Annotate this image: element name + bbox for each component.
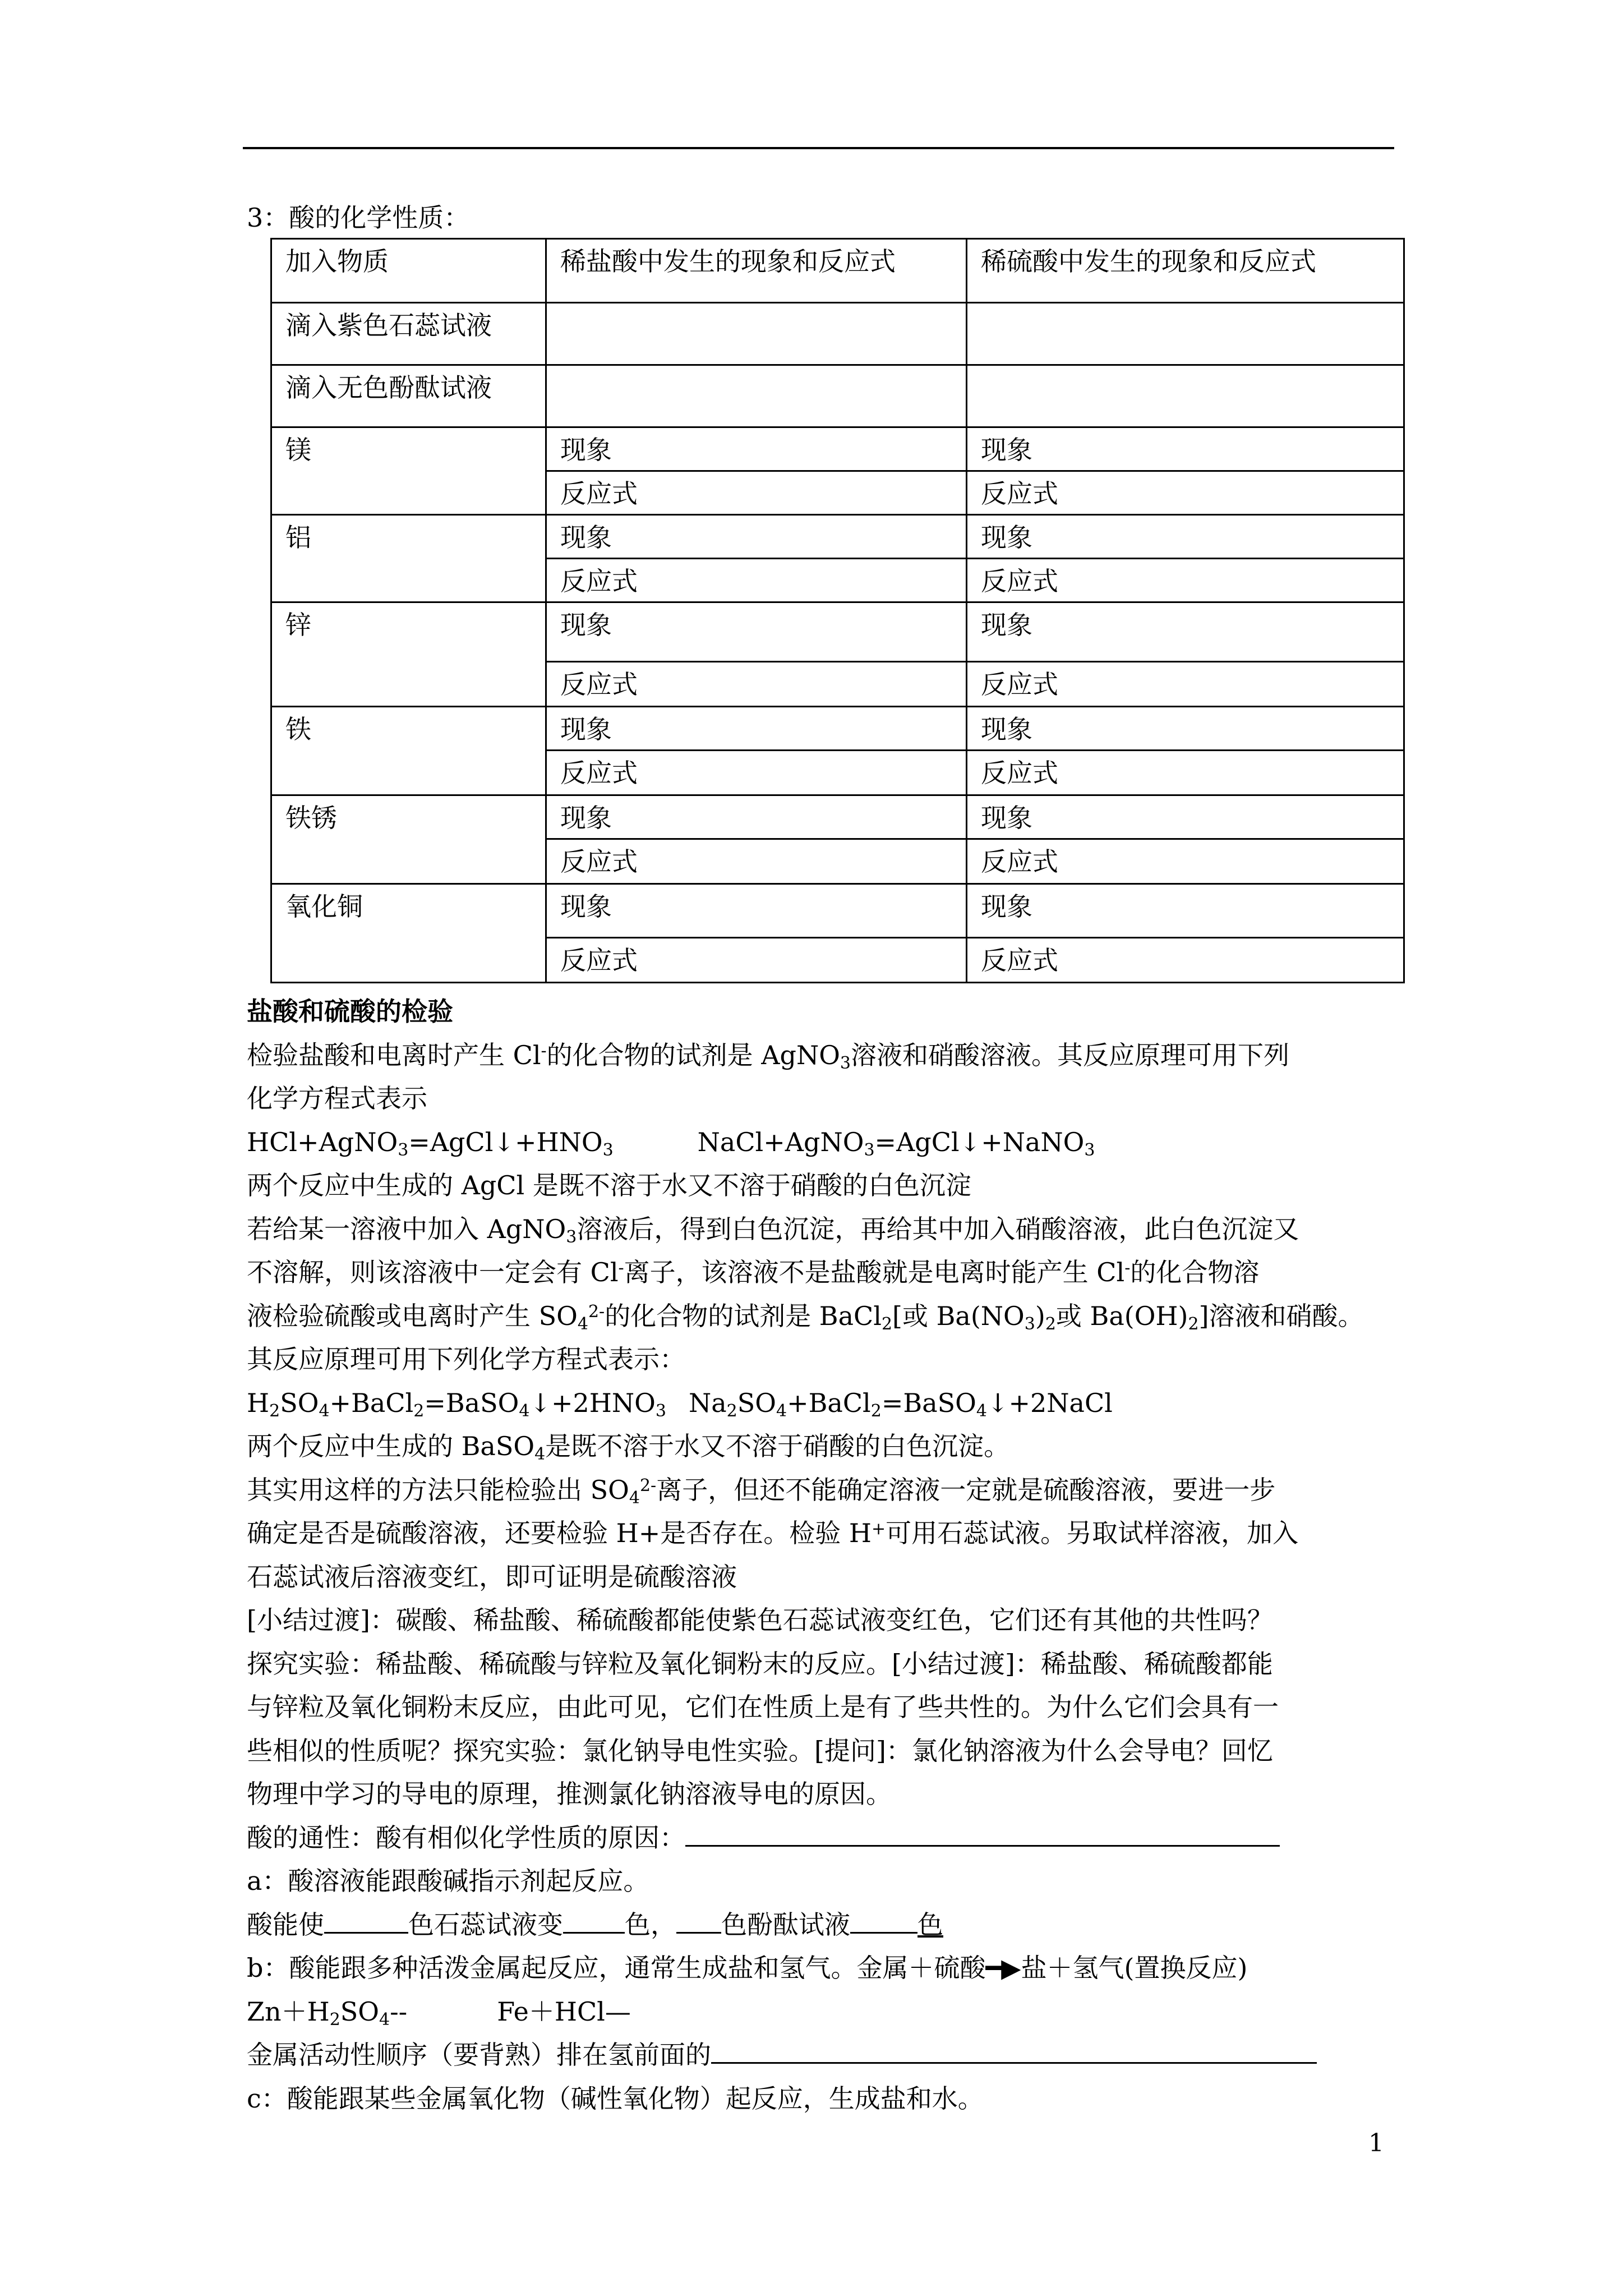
answer-cell[interactable] — [967, 365, 1404, 427]
table-row — [271, 884, 1404, 938]
substance-cell: 锌 — [271, 602, 546, 707]
equation-label-cell: 反应式 — [967, 662, 1404, 707]
page-number: 1 — [1368, 2129, 1384, 2157]
substance-cell: 滴入无色酚酞试液 — [271, 365, 546, 427]
heading-acid-test: 盐酸和硫酸的检验 — [247, 996, 453, 1027]
equation-label-cell: 反应式 — [967, 839, 1404, 884]
equation-label-cell: 反应式 — [546, 559, 967, 602]
equation-line — [247, 1382, 1413, 1425]
paragraph-line: 物理中学习的导电的原理，推测氯化钠溶液导电的原因。 — [247, 1779, 892, 1809]
acid-properties-table — [270, 238, 1405, 983]
paragraph-line: b：酸能跟多种活泼金属起反应，通常生成盐和氢气。金属＋硫酸━▶盐＋氢气(置换反应) — [247, 1953, 1248, 1983]
equation-label-cell: 反应式 — [967, 559, 1404, 602]
paragraph-line: 其实用这样的方法只能检验出 $SO_4^{2-}$离子，但还不能确定溶液一定就是硫酸溶液，要进一步 — [247, 1474, 1276, 1508]
table-header-cell: 稀硫酸中发生的现象和反应式 — [967, 239, 1404, 303]
equation-label-cell: 反应式 — [546, 751, 967, 795]
phenomenon-label-cell: 现象 — [546, 515, 967, 559]
phenomenon-label-cell: 现象 — [546, 427, 967, 471]
phenomenon-label-cell: 现象 — [967, 515, 1404, 559]
substance-cell: 铁 — [271, 707, 546, 795]
equation-nacl-agno3: NaCl+AgNO$_3$=AgCl↓+NaNO$_3$ — [697, 1126, 1095, 1160]
phenomenon-label-cell: 现象 — [967, 707, 1404, 751]
substance-cell: 铝 — [271, 515, 546, 602]
phenomenon-label-cell: 现象 — [546, 795, 967, 839]
paragraph-line: 确定是否是硫酸溶液，还要检验 H+是否存在。检验 H+可用石蕊试液。另取试样溶液，加入 — [247, 1518, 1299, 1548]
paragraph-line: 石蕊试液后溶液变红，即可证明是硫酸溶液 — [247, 1561, 737, 1592]
table-row — [271, 515, 1404, 559]
answer-blank[interactable] — [850, 1907, 917, 1934]
arrow-icon: ━▶ — [985, 1953, 1021, 1983]
paragraph-line: 两个反应中生成的 AgCl 是既不溶于水又不溶于硝酸的白色沉淀 — [247, 1170, 971, 1200]
section-title-block — [247, 197, 1413, 238]
substance-cell: 镁 — [271, 427, 546, 515]
equation-na2so4-bacl2: $Na_2SO_4+BaCl_2=BaSO_4↓+2NaCl$ — [688, 1387, 1113, 1421]
table-row — [271, 602, 1404, 662]
phenomenon-label-cell: 现象 — [967, 602, 1404, 662]
answer-blank[interactable] — [563, 1907, 625, 1934]
table-row — [271, 795, 1404, 839]
paragraph-line: 化学方程式表示 — [247, 1083, 427, 1114]
paragraph-line: 些相似的性质呢？探究实验：氯化钠导电性实验。[提问]：氯化钠溶液为什么会导电？回忆 — [247, 1735, 1273, 1766]
equation-label-cell: 反应式 — [546, 839, 967, 884]
paragraph-line: 与锌粒及氧化铜粉末反应，由此可见，它们在性质上是有了些共性的。为什么它们会具有一 — [247, 1692, 1279, 1722]
equation-label-cell: 反应式 — [546, 471, 967, 515]
equation-label-cell: 反应式 — [967, 938, 1404, 983]
paragraph-line: 探究实验：稀盐酸、稀硫酸与锌粒及氧化铜粉末的反应。[小结过渡]：稀盐酸、稀硫酸都能 — [247, 1648, 1273, 1679]
equation-h2so4-bacl2: $H_2SO_4+BaCl_2=BaSO_4↓+2HNO_3$ — [247, 1387, 666, 1421]
paragraph-line: 液检验硫酸或电离时产生 $SO_4^{2-}$的化合物的试剂是 BaCl$_2$[或 $Ba(NO_3)_2$或 $Ba(OH)_2$]溶液和硝酸。 — [247, 1300, 1364, 1334]
answer-blank[interactable] — [676, 1907, 721, 1934]
equation-hcl-agno3: $HCl+AgNO_3=AgCl↓+HNO_3$ — [247, 1126, 614, 1160]
answer-blank[interactable] — [324, 1907, 408, 1934]
equation-label-cell: 反应式 — [546, 938, 967, 983]
table-row — [271, 303, 1404, 365]
equation-label-cell: 反应式 — [546, 662, 967, 707]
paragraph-line: 两个反应中生成的 BaSO$_4$是既不溶于水又不溶于硝酸的白色沉淀。 — [247, 1431, 1010, 1464]
main-text — [247, 990, 1413, 2120]
paragraph-line: [小结过渡]：碳酸、稀盐酸、稀硫酸都能使紫色石蕊试液变红色，它们还有其他的共性吗？ — [247, 1605, 1273, 1635]
phenomenon-label-cell: 现象 — [967, 884, 1404, 938]
equation-line — [247, 1121, 1413, 1165]
answer-cell[interactable] — [546, 365, 967, 427]
paragraph-line: 不溶解，则该溶液中一定会有 Cl-离子，该溶液不是盐酸就是电离时能产生 Cl-的化合物溶 — [247, 1257, 1260, 1287]
table-header-row — [271, 239, 1404, 303]
fill-in-line: 金属活动性顺序（要背熟）排在氢前面的 — [247, 2033, 1413, 2077]
paragraph-line: c：酸能跟某些金属氧化物（碱性氧化物）起反应，生成盐和水。 — [247, 2083, 984, 2114]
paragraph-line: 其反应原理可用下列化学方程式表示： — [247, 1344, 685, 1374]
phenomenon-label-cell: 现象 — [546, 602, 967, 662]
paragraph-line: a：酸溶液能跟酸碱指示剂起反应。 — [247, 1866, 649, 1896]
equation-label-cell: 反应式 — [967, 471, 1404, 515]
answer-blank[interactable] — [685, 1820, 1280, 1847]
paragraph-line: 若给某一溶液中加入 AgNO$_3$溶液后，得到白色沉淀，再给其中加入硝酸溶液，此白色沉淀又 — [247, 1213, 1299, 1247]
phenomenon-label-cell: 现象 — [967, 795, 1404, 839]
table-row — [271, 365, 1404, 427]
fill-in-line: 酸能使 色石蕊试液变 色， 色酚酞试液 色 — [247, 1903, 1413, 1947]
phenomenon-label-cell: 现象 — [546, 707, 967, 751]
answer-blank[interactable] — [711, 2037, 1317, 2064]
header-rule — [243, 147, 1394, 149]
paragraph-line: 检验盐酸和电离时产生 Cl-的化合物的试剂是 AgNO$_3$溶液和硝酸溶液。其反应原理可用下列 — [247, 1039, 1290, 1073]
table-header-cell: 加入物质 — [271, 239, 546, 303]
table-row — [271, 707, 1404, 751]
fill-in-line: 酸的通性：酸有相似化学性质的原因： — [247, 1816, 1413, 1860]
section-title: 3：酸的化学性质： — [247, 203, 470, 233]
answer-cell[interactable] — [967, 303, 1404, 365]
phenomenon-label-cell: 现象 — [967, 427, 1404, 471]
answer-cell[interactable] — [546, 303, 967, 365]
table-header-cell: 稀盐酸中发生的现象和反应式 — [546, 239, 967, 303]
table-row — [271, 427, 1404, 471]
equation-label-cell: 反应式 — [967, 751, 1404, 795]
substance-cell: 滴入紫色石蕊试液 — [271, 303, 546, 365]
phenomenon-label-cell: 现象 — [546, 884, 967, 938]
equation-line: $Zn+H_2SO_4--$ Fe＋HCl— — [247, 1996, 631, 2030]
substance-cell: 氧化铜 — [271, 884, 546, 983]
substance-cell: 铁锈 — [271, 795, 546, 884]
